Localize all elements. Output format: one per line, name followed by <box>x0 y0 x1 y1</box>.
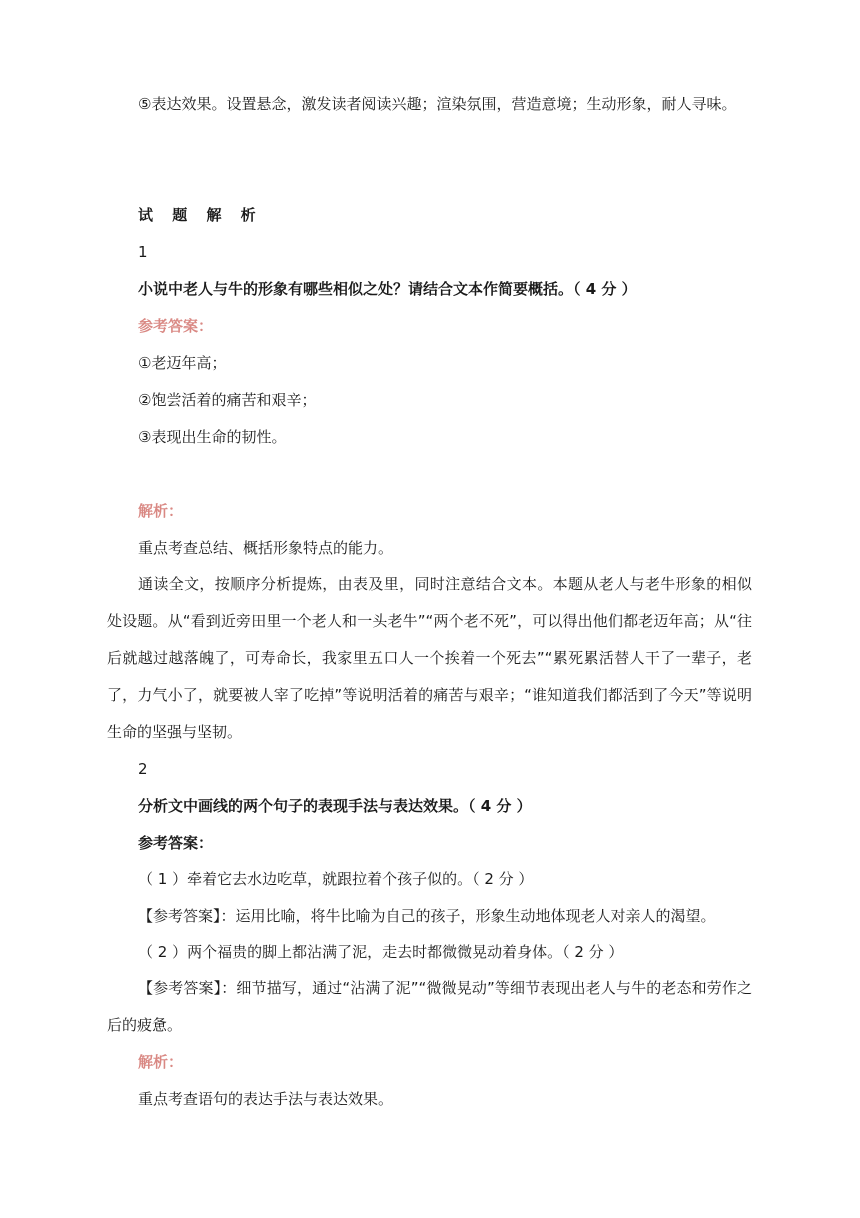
intro-item-5: ⑤表达效果。设置悬念，激发读者阅读兴趣；渲染氛围，营造意境；生动形象，耐人寻味。 <box>138 95 737 113</box>
question-1-answer-3: ③表现出生命的韧性。 <box>138 428 287 446</box>
question-1-answer-2: ②饱尝活着的痛苦和艰辛； <box>138 391 317 409</box>
question-2-text: 分析文中画线的两个句子的表现手法与表达效果。（ 4 分 ） <box>138 797 532 815</box>
question-1-analysis-label: 解析： <box>138 502 184 520</box>
analysis-heading: 试 题 解 析 <box>138 206 263 224</box>
question-2-sentence-1: （ 1 ）牵着它去水边吃草，就跟拉着个孩子似的。（ 2 分 ） <box>138 870 534 888</box>
question-2-answer-label: 参考答案： <box>138 834 214 852</box>
question-1-number: 1 <box>138 243 148 261</box>
question-2-sentence-2: （ 2 ）两个福贵的脚上都沾满了泥，走去时都微微晃动着身体。（ 2 分 ） <box>138 943 624 961</box>
question-1-analysis-focus: 重点考查总结、概括形象特点的能力。 <box>138 539 394 557</box>
question-1-text: 小说中老人与牛的形象有哪些相似之处？请结合文本作简要概括。（ 4 分 ） <box>138 280 637 298</box>
question-2-number: 2 <box>138 760 148 778</box>
question-2-answer-2: 【参考答案】：细节描写，通过“沾满了泥”“微微晃动”等细节表现出老人与牛的老态和劳作之后的疲惫。 <box>107 979 752 1034</box>
question-2-answer-1: 【参考答案】：运用比喻，将牛比喻为自己的孩子，形象生动地体现老人对亲人的渴望。 <box>138 907 716 925</box>
question-1-analysis-body: 通读全文，按顺序分析提炼，由表及里，同时注意结合文本。本题从老人与老牛形象的相似处设题。从“看到近旁田里一个老人和一头老牛”“两个老不死”，可以得出他们都老迈年高；从“往后就越过越落魄了，可寿命长，我家里五口人一个挨着一个死去”“累死累活替人干了一辈子，老了，力气小了，就要被人宰了吃掉”等说明活着的痛苦与艰辛；“谁知道我们都活到了今天”等说明生命的坚强与坚韧。 <box>107 575 752 741</box>
question-2-analysis-label: 解析： <box>138 1053 184 1071</box>
question-2-analysis-focus: 重点考查语句的表达手法与表达效果。 <box>138 1090 394 1108</box>
question-1-answer-1: ①老迈年高； <box>138 354 227 372</box>
question-1-answer-label: 参考答案： <box>138 317 214 335</box>
